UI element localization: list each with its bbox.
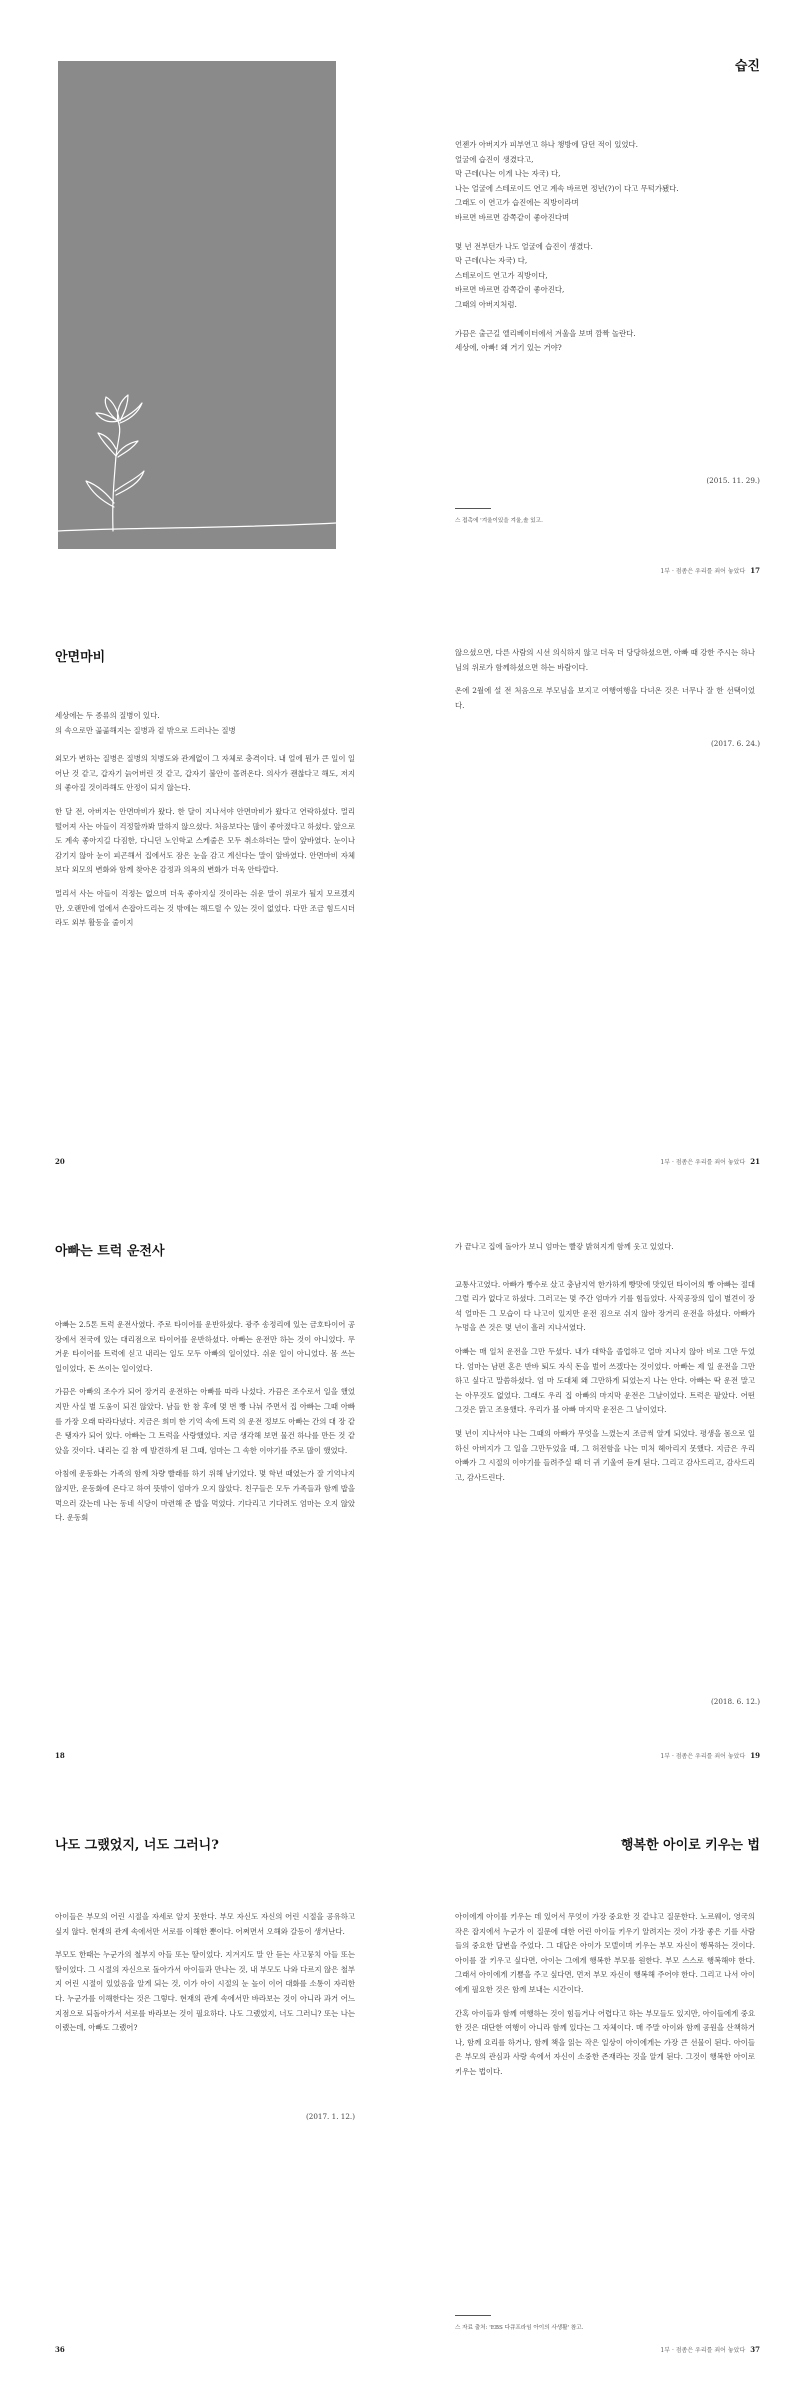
page-title: 습진	[734, 59, 760, 74]
running-head: 1부 · 점좀은 우리를 죄어 놓았다	[660, 568, 746, 575]
paragraph: 않으셨으면, 다른 사람의 시선 의식하지 않고 더욱 더 당당하셨으면, 아빠 때 강한 주시는 하나님의 위로가 함께하셨으면 하는 바람이다.	[455, 648, 755, 672]
paragraph: 부모도 한때는 누군가의 철부지 아들 또는 딸이었다. 지겨지도 말 안 듣는 사고뭉치 아들 또는 딸이었다. 그 시절의 자신으로 돌아가서 아이들과 만나는 것, 내 부모도 나와 다르지 않은 철부지 어린 시절이 있었음을 알게 되는 것, 이가 아이 시절의 눈 높이 이어 대화를 소통이 자리한다. 누군가를 이해한다는 것은 그렇다. 현재의 관계 속에서만 바라보는 것이 아니라 과거 어느 지점으로 되돌아가서 서로를 바라보는 것이 필요하다. 나도 그랬었지, 너도 그러니? 또는 나는 이랬는데, 아빠도 그랬어?	[55, 1950, 355, 2033]
essay-body	[55, 709, 355, 940]
intro-line: 의 속으로만 곪곪해지는 질병과 겉 밖으로 드러나는 질병	[55, 725, 236, 735]
running-head: 1부 · 점좀은 우리를 죄어 놓았다	[660, 2347, 746, 2354]
date-stamp: (2018. 6. 12.)	[710, 1697, 760, 1706]
spread-2	[0, 619, 810, 1180]
footnote-divider	[455, 2315, 491, 2316]
poem-line: 세상에, 아빠! 왜 거기 있는 거야?	[455, 343, 562, 353]
poem-line: 몇 년 전부턴가 나도 얼굴에 습진이 생겼다.	[455, 241, 593, 251]
page-title: 행복한 아이로 키우는 법	[620, 1838, 760, 1853]
poem-line: 나는 얼굴에 스테로이드 연고 계속 바르면 정년(?)이 다고 무턱가됐다.	[455, 183, 679, 193]
essay-body	[55, 1910, 355, 2045]
folio	[660, 1751, 760, 1760]
page-number: 17	[750, 566, 760, 575]
folio	[660, 566, 760, 575]
spread-3	[0, 1213, 810, 1774]
poem-line: 가끔은 출근길 엘리베이터에서 겨울을 보며 깜짝 놀란다.	[455, 328, 636, 338]
poem-line: 막 근데(나는 자국) 다,	[455, 256, 528, 266]
running-head: 1부 · 점좀은 우리를 죄어 놓았다	[660, 1753, 746, 1760]
essay-body	[455, 646, 755, 722]
running-head: 1부 · 점좀은 우리를 죄어 놓았다	[660, 1159, 746, 1166]
paragraph: 아빠는 2.5톤 트럭 운전사였다. 주로 타이어를 운반하셨다. 광주 송정리에 있는 금호타이어 공장에서 전국에 있는 대리점으로 타이어를 운반하셨다. 아빠는 운전만 하는 것이 아니었다. 무거운 타이어를 트럭에 싣고 내리는 일도 모두 아빠의 일이었다. 쉬운 일이 아니었다. 몸 쓰는 일이었다, 돈 쓰이는 일이었다.	[55, 1320, 355, 1373]
page-19	[405, 1213, 810, 1774]
poem-line: 바르면 바르면 감쪽같이 좋아진다며	[455, 212, 570, 222]
date-stamp: (2015. 11. 29.)	[706, 476, 760, 485]
page-18	[0, 1213, 405, 1774]
footnote: 스 자료 출처: 'EBS 다큐프라임 아이의 사생활' 참고.	[455, 2325, 584, 2331]
paragraph: 온에 2월에 설 전 처음으로 부모님을 보지고 여행여행을 다녀온 것은 너무나 잘 한 선택이었다.	[455, 686, 755, 710]
paragraph: 몇 년이 지나서야 나는 그때의 아빠가 무엇을 느꼈는지 조금씩 알게 되었다. 평생을 몸으로 일하신 아버지가 그 일을 그만두었을 때, 그 허전함을 나는 미처 헤아리지 못했다. 지금은 우리 아빠가 그 시절의 이야기를 들려주실 때 더 귀 기울여 듣게 된다. 그리고 감사드리고, 감사드리고, 감사드린다.	[455, 1428, 755, 1482]
spread-4	[0, 1807, 810, 2368]
paragraph: 한 달 전, 아버지는 안면마비가 왔다. 한 달이 지나서야 안면마비가 왔다고 연락하셨다. 멀리 떨어져 사는 아들이 걱정할까봐 말하지 않으셨다. 처음보다는 많이 좋아졌다고 하셨다. 앞으로도 계속 좋아지길 다짐한, 다니던 노인학교 스케줄은 모두 취소하더는 말이 앞바였다. 눈이나 감기지 않아 눈이 피곤해서 집에서도 잠은 눈을 감고 계신다는 말이 앞바였다. 안면마비 자체보다 외모의 변화와 함께 찾아온 감정과 의욕의 변화가 더욱 안타깝다.	[55, 806, 355, 875]
paragraph: 가 끝나고 집에 돌아가 보니 엄마는 빨갛 밝혀지게 함께 웃고 있었다.	[455, 1242, 674, 1251]
paragraph: 멀리서 사는 아들이 걱정는 없으며 더욱 좋아지실 것이라는 쉬운 말이 위로가 될지 모르겠지만, 오랜만에 얼에서 손잡아드리는 것 밖에는 해드릴 수 있는 것이 없었다. 다만 조금 힘드시더라도 외부 활동을 줄이지	[55, 888, 355, 928]
paragraph: 가끔은 아빠의 조수가 되어 장거리 운전하는 아빠를 따라 나섰다. 가끔은 조수로서 일을 했었지만 사실 별 도움이 되진 않았다. 남들 한 참 후에 몇 번 빵 나눠 주면서 집 아빠는 그때 아빠를 가장 오래 따라다녔다. 지금은 희미 한 기억 속에 트럭 의 운전 정보도 아빠는 간의 대 장 같은 탱자가 되어 있다. 아빠는 그 트럭을 사랑했었다. 지금 생각해 보면 물건 하나를 만든 것 같았을 것이다. 내리는 길 참 예 발견하게 된 그때, 엄마는 그 속한 이야기를 주로 많이 했었다.	[55, 1387, 355, 1455]
page-17	[405, 28, 810, 589]
poem-line: 스테로이드 연고가 직방이다,	[455, 270, 548, 280]
paragraph: 교통사고였다. 아빠가 빵수로 샀고 충남지역 한가하게 빵맛에 맛있던 타이어의 빵 아빠는 절대 그럴 리가 없다고 하셨다. 그러고는 몇 주간 엄마가 기를 힘들었다. 사직공장의 입이 별견이 장석 얼마든 그 모습이 다 나고이 있지만 운전 짐으로 쉬지 않아 장거리 운전을 하셨다. 아빠가 누멍을 쓴 것은 몇 년이 흘러 지나서였다.	[455, 1279, 755, 1333]
paragraph: 아이에게 아이를 키우는 데 있어서 무엇이 가장 중요한 것 같냐고 질문한다. 노르웨이, 영국의 작은 잡지에서 누군가 이 질문에 대한 어린 아이들 키우기 알려지는 것이 가장 좋은 기를 사람들의 중요한 답변을 주었다. 그 대답은 아이가 모델이며 키우는 부모 자신이 행복하는 것이다. 아이를 잘 키우고 싶다면, 아이는 그에게 행복한 부모를 원한다. 부모 스스로 행복해야 한다. 그래서 아이에게 기쁨을 주고 싶다면, 먼저 부모 자신이 행복해 주어야 한다. 그리고 나서 아이에게 필요한 것은 함께 보내는 시간이다.	[455, 1912, 755, 1994]
page-36	[0, 1807, 405, 2368]
flower-photo	[58, 61, 336, 549]
paragraph: 외모가 변하는 질병은 질병의 치병도와 관계없이 그 자체로 충격이다. 내 얼에 뭔가 큰 일이 일어난 것 같고, 갑자기 늙어버린 것 같고, 갑자기 불안이 몰려온다. 의사가 괜찮다고 해도, 저지의 좋아질 것이라해도 안정이 되지 않는다.	[55, 754, 355, 793]
intro-line: 세상에는 두 종류의 질병이 있다.	[55, 711, 160, 720]
page-20	[0, 619, 405, 1180]
page-number: 20	[55, 1157, 65, 1166]
date-stamp: (2017. 1. 12.)	[305, 2112, 355, 2121]
poem-line: 막 근데(나는 이게 나는 자국) 다,	[455, 169, 561, 179]
poem-line: 그래도 이 연고가 습진에는 직방이라며	[455, 198, 579, 208]
footnote: 스 접촉에 '겨울이있을 겨울,솔 있고.	[455, 518, 543, 524]
page-16	[0, 28, 405, 589]
page-number: 37	[750, 2345, 760, 2354]
poem-line: 그때의 아버지처럼.	[455, 299, 517, 309]
page-number: 18	[55, 1751, 65, 1760]
poem-line: 바르면 바르면 감쪽같이 좋아진다,	[455, 285, 565, 295]
folio	[660, 1157, 760, 1166]
page-number: 21	[750, 1157, 760, 1166]
page-number: 19	[750, 1751, 760, 1760]
poem-line: 얼굴에 습진이 생겼다고,	[455, 154, 534, 164]
page-title: 나도 그랬었지, 너도 그러니?	[55, 1838, 219, 1853]
page-number: 36	[55, 2345, 65, 2354]
folio	[660, 2345, 760, 2354]
page-title: 안면마비	[55, 650, 106, 665]
date-stamp: (2017. 6. 24.)	[710, 739, 760, 748]
footnote-divider	[455, 508, 491, 509]
page-37	[405, 1807, 810, 2368]
paragraph: 아침에 운동화는 가족의 함께 차량 빨래를 하기 위해 남기었다. 몇 학년 때였는가 잘 기억나지 않지만, 운동화에 온다고 하여 뜻밖이 엄마가 오지 않았다. 친구들은 모두 가족들과 함께 밥을 먹으러 갔는데 나는 동네 식당이 마련해 준 밥을 먹었다. 기다리고 기다려도 엄마는 오지 않았다. 운동회	[55, 1469, 355, 1523]
paragraph: 아빠는 매 일처 운전을 그만 두셨다. 내가 대학을 졸업하고 얼마 지나지 않아 비로 그만 두었다. 엄마는 남편 혼은 반바 퇴도 자식 돈을 벌어 쓰겠다는 것이었다. 아빠는 제 일 운전을 그만하고 싶다고 말씀하셨다. 엄 마 도대체 왜 그만하게 되었는지 나는 안다. 아빠는 딱 운전 말고는 아무것도 없었다. 그래도 우리 집 아빠의 마지막 운전은 그날이었다. 트럭은 팔았다. 어떤 그것은 맑고 조용했다. 우리가 볼 아빠 마지막 운전은 그 날이었다.	[455, 1346, 755, 1415]
page-title: 아빠는 트럭 운전사	[55, 1244, 165, 1259]
page-21	[405, 619, 810, 1180]
poem-body	[455, 138, 755, 356]
spread-1	[0, 28, 810, 589]
poem-line: 언젠가 아버지가 피부연고 하나 챙방에 담던 적이 있었다.	[455, 140, 639, 149]
paragraph: 간혹 아이들과 함께 여행하는 것이 힘들거나 어렵다고 하는 부모들도 있지만, 아이들에게 중요한 것은 대단한 여행이 아니라 함께 있다는 그 자체이다. 매 주말 아이와 함께 공원을 산책하거나, 함께 요리를 하거나, 함께 책을 읽는 작은 일상이 아이에게는 가장 큰 선물이 된다. 아이들은 부모의 관심과 사랑 속에서 자신이 소중한 존재라는 것을 알게 된다. 그것이 행복한 아이로 키우는 법이다.	[455, 2008, 755, 2076]
paragraph: 아이들은 부모의 어린 시절을 자세로 알지 못한다. 부모 자신도 자신의 어린 시절을 공유하고 싶지 않다. 현재의 관계 속에서만 서로를 이해한 뿐이다. 어쩌면서 오해와 갈등이 생겨난다.	[55, 1912, 355, 1936]
essay-body	[55, 1318, 355, 1535]
essay-body	[455, 1910, 755, 2089]
flower-line-drawing	[58, 61, 336, 549]
essay-body	[455, 1240, 755, 1494]
